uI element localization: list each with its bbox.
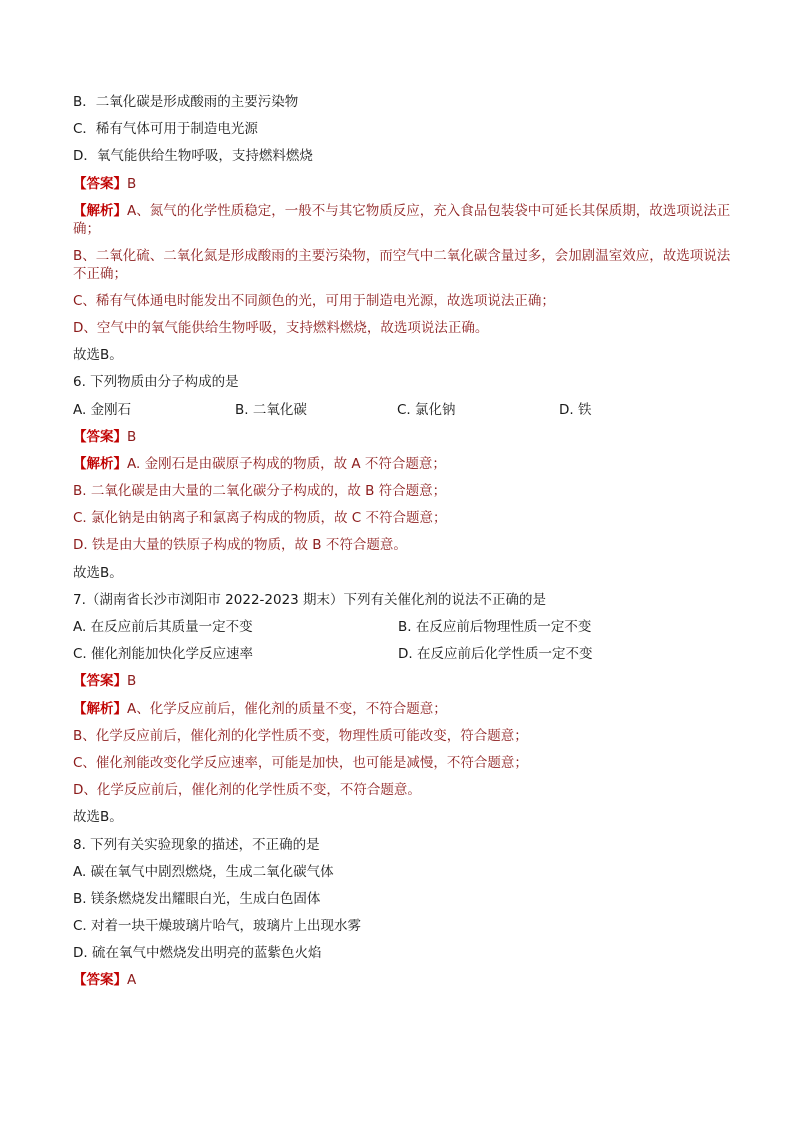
q6-stem: 6. 下列物质由分子构成的是 (73, 374, 239, 391)
q7-analysis-c: C、催化剂能改变化学反应速率，可能是加快，也可能是减慢，不符合题意； (73, 754, 528, 771)
analysis-tag: 【解析】 (73, 202, 127, 219)
q6-option-c: C. 氯化钠 (397, 401, 456, 418)
q7-option-c: C. 催化剂能加快化学反应速率 (73, 646, 254, 663)
q8-option-a: A. 碳在氧气中剧烈燃烧，生成二氧化碳气体 (73, 863, 334, 880)
answer-tag: 【答案】 (73, 673, 127, 690)
analysis-text: A. 金刚石是由碳原子构成的物质，故 A 不符合题意； (127, 455, 446, 472)
analysis-tag: 【解析】 (73, 455, 127, 472)
q8-stem: 8. 下列有关实验现象的描述，不正确的是 (73, 836, 320, 853)
q6-answer (73, 428, 733, 455)
q6-options (73, 401, 733, 428)
q8-option-d: D. 硫在氧气中燃烧发出明亮的蓝紫色火焰 (73, 945, 322, 962)
q5-analysis-c: C、稀有气体通电时能发出不同颜色的光，可用于制造电光源，故选项说法正确； (73, 292, 555, 309)
q6-analysis-b: B. 二氧化碳是由大量的二氧化碳分子构成的，故 B 符合题意； (73, 483, 447, 500)
q5-analysis-a (73, 202, 733, 247)
q6-option-a: A. 金刚石 (73, 401, 132, 418)
analysis-text: A、化学反应前后，催化剂的质量不变，不符合题意； (127, 700, 447, 717)
analysis-tag: 【解析】 (73, 700, 127, 717)
q5-option-d: D．氧气能供给生物呼吸，支持燃料燃烧 (73, 148, 313, 165)
q8-option-c: C. 对着一块干燥玻璃片哈气，玻璃片上出现水雾 (73, 918, 362, 935)
q7-analysis-b: B、化学反应前后，催化剂的化学性质不变，物理性质可能改变，符合题意； (73, 727, 528, 744)
q7-option-a: A. 在反应前后其质量一定不变 (73, 619, 253, 635)
q6-option-b: B. 二氧化碳 (235, 401, 307, 418)
q7-answer (73, 672, 733, 699)
q5-conclusion: 故选B。 (73, 347, 123, 364)
answer-value: B (127, 175, 137, 192)
q6-conclusion: 故选B。 (73, 564, 123, 581)
q8-option-b: B. 镁条燃烧发出耀眼白光，生成白色固体 (73, 890, 321, 907)
q7-analysis-a (73, 700, 733, 727)
page-content (73, 93, 733, 999)
q5-analysis-d: D、空气中的氧气能供给生物呼吸，支持燃料燃烧，故选项说法正确。 (73, 319, 489, 336)
answer-value: B (127, 428, 137, 445)
answer-tag: 【答案】 (73, 175, 127, 192)
q6-analysis-c: C. 氯化钠是由钠离子和氯离子构成的物质，故 C 不符合题意； (73, 510, 447, 527)
answer-tag: 【答案】 (73, 428, 127, 445)
q7-conclusion: 故选B。 (73, 809, 123, 826)
q6-option-d: D. 铁 (559, 401, 592, 418)
q5-analysis-b: B、二氧化硫、二氧化氮是形成酸雨的主要污染物，而空气中二氧化碳含量过多，会加剧温室效应，故选项说法不正确； (73, 247, 731, 282)
q5-option-c: C．稀有气体可用于制造电光源 (73, 121, 258, 138)
analysis-text: A、氮气的化学性质稳定，一般不与其它物质反应，充入食品包装袋中可延长其保质期，故选项说法正确； (73, 202, 731, 237)
q6-analysis-d: D. 铁是由大量的铁原子构成的物质，故 B 不符合题意。 (73, 537, 407, 554)
q7-analysis-d: D、化学反应前后，催化剂的化学性质不变，不符合题意。 (73, 782, 421, 799)
q7-option-d: D. 在反应前后化学性质一定不变 (398, 646, 593, 663)
q7-option-b: B. 在反应前后物理性质一定不变 (398, 619, 592, 635)
answer-value: A (127, 972, 137, 989)
q7-options-row1 (73, 618, 733, 645)
q7-stem: 7.（湖南省长沙市浏阳市 2022-2023 期末）下列有关催化剂的说法不正确的是 (73, 591, 547, 608)
q6-analysis-a (73, 455, 733, 482)
q5-option-b: B．二氧化碳是形成酸雨的主要污染物 (73, 94, 299, 110)
q8-answer (73, 971, 733, 998)
q7-options-row2 (73, 645, 733, 672)
q5-answer (73, 175, 733, 202)
answer-tag: 【答案】 (73, 972, 127, 989)
answer-value: B (127, 673, 137, 690)
